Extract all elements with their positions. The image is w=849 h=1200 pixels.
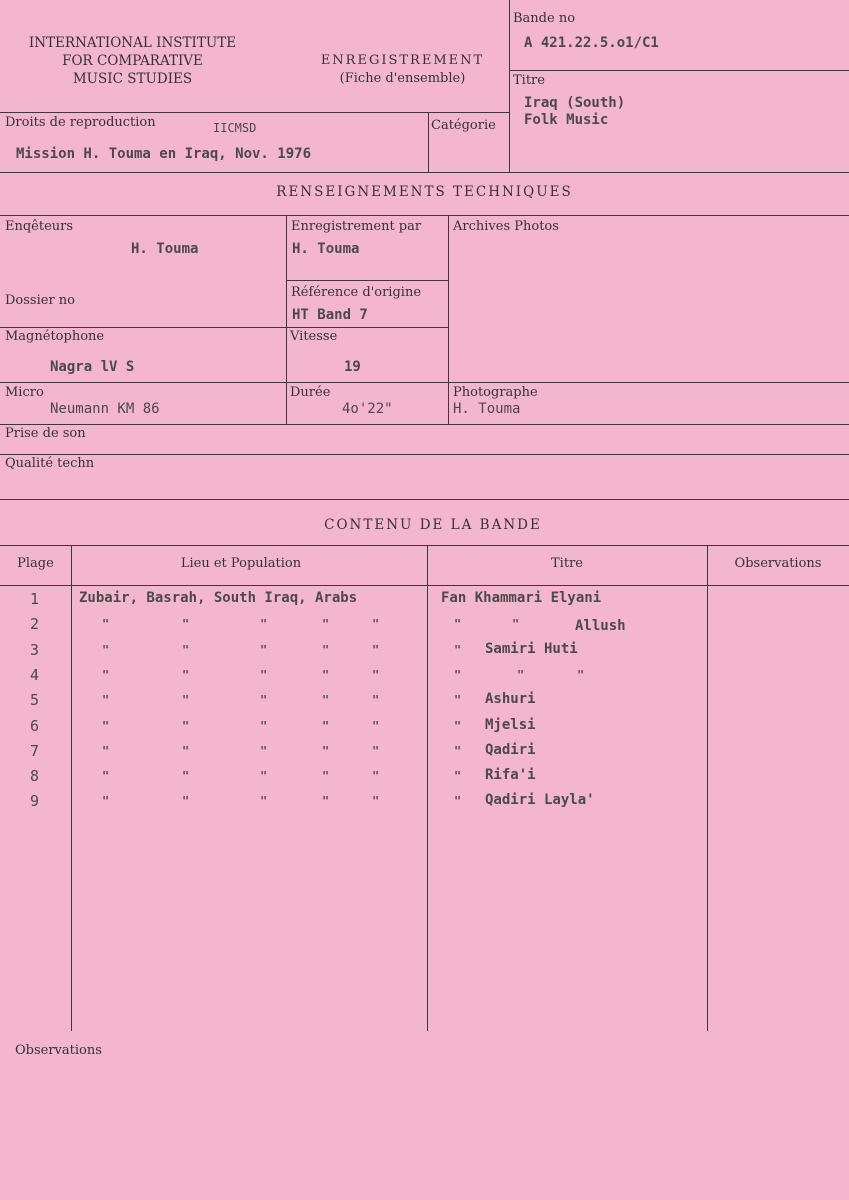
institute-line: INTERNATIONAL INSTITUTE [28, 35, 237, 51]
ditto-mark: " [454, 642, 462, 657]
ditto-mark: " [372, 642, 380, 657]
ditto-mark: " [322, 693, 330, 708]
duree-label: Durée [290, 385, 331, 400]
ditto-mark: " [454, 794, 462, 809]
titre-value-line: Folk Music [524, 112, 609, 128]
rule [0, 112, 509, 113]
ditto-mark: " [372, 743, 380, 758]
bande-value: A 421.22.5.o1/C1 [524, 35, 659, 51]
rule [509, 70, 849, 71]
rule [427, 545, 428, 1031]
titre-text: Samiri Huti [485, 640, 578, 657]
ditto-mark: " [454, 769, 462, 784]
ditto-mark: " [517, 667, 525, 682]
plage-number: 8 [30, 767, 40, 786]
rule [286, 215, 287, 424]
rule [0, 499, 849, 500]
rule [0, 545, 849, 546]
mission-text: Mission H. Touma en Iraq, Nov. 1976 [16, 146, 312, 162]
plage-number: 5 [30, 691, 40, 710]
prise-label: Prise de son [5, 426, 86, 441]
titre-text: Qadiri Layla' [485, 792, 595, 809]
ditto-mark: " [322, 769, 330, 784]
ditto-mark: " [372, 693, 380, 708]
ditto-mark: " [102, 718, 110, 733]
droits-value: IICMSD [213, 121, 257, 135]
titre-text: Fan Khammari Elyani [441, 590, 602, 606]
micro-label: Micro [5, 385, 44, 400]
col-header-plage: Plage [17, 556, 54, 571]
photographe-label: Photographe [453, 385, 538, 400]
rule [286, 280, 448, 281]
titre-text: Ashuri [485, 691, 536, 708]
rule [0, 172, 849, 173]
enqueteurs-value: H. Touma [131, 241, 199, 257]
rule [0, 382, 849, 383]
ditto-mark: " [182, 642, 190, 657]
ditto-mark: " [372, 794, 380, 809]
ditto-mark: " [260, 693, 268, 708]
rule [428, 112, 429, 172]
ditto-mark: " [260, 743, 268, 758]
ditto-mark: " [102, 794, 110, 809]
titre-value-line: Iraq (South) [524, 95, 626, 111]
titre-text: Allush [575, 618, 626, 635]
ditto-mark: " [102, 693, 110, 708]
ditto-mark: " [260, 769, 268, 784]
rule [509, 0, 510, 172]
col-header-observations: Observations [734, 556, 822, 571]
lieu-text: Zubair, Basrah, South Iraq, Arabs [79, 590, 358, 606]
form-title: ENREGISTREMENT [320, 53, 485, 68]
bande-label: Bande no [513, 11, 576, 26]
plage-number: 3 [30, 640, 40, 659]
plage-number: 4 [30, 665, 40, 684]
ditto-mark: " [260, 794, 268, 809]
ditto-mark: " [322, 718, 330, 733]
plage-number: 1 [30, 590, 40, 608]
micro-value: Neumann KM 86 [50, 401, 160, 417]
col-header-lieu: Lieu et Population [180, 556, 302, 571]
ditto-mark: " [372, 667, 380, 682]
ditto-mark: " [454, 743, 462, 758]
titre-text: Rifa'i [485, 767, 536, 784]
ditto-mark: " [260, 718, 268, 733]
ditto-mark: " [182, 667, 190, 682]
ditto-mark: " [182, 693, 190, 708]
titre-text: Mjelsi [485, 716, 536, 733]
rule [71, 545, 72, 1031]
ditto-mark: " [454, 617, 462, 632]
reference-value: HT Band 7 [292, 307, 368, 323]
ditto-mark: " [102, 769, 110, 784]
form-subtitle: (Fiche d'ensemble) [339, 71, 466, 86]
rule [0, 327, 448, 328]
ditto-mark: " [182, 743, 190, 758]
institute-name [0, 34, 265, 88]
institute-line: FOR COMPARATIVE [62, 53, 203, 69]
ditto-mark: " [322, 617, 330, 632]
ditto-mark: " [102, 642, 110, 657]
ditto-mark: " [454, 667, 462, 682]
rule [448, 215, 449, 424]
ditto-mark: " [260, 667, 268, 682]
plage-number: 9 [30, 792, 40, 811]
ditto-mark: " [102, 667, 110, 682]
archives-label: Archives Photos [453, 219, 559, 234]
droits-label: Droits de reproduction [5, 115, 156, 130]
ditto-mark: " [182, 769, 190, 784]
duree-value: 4o'22" [342, 401, 393, 417]
ditto-mark: " [454, 693, 462, 708]
titre-label: Titre [513, 73, 545, 88]
rule [0, 424, 849, 425]
dossier-label: Dossier no [5, 293, 75, 308]
ditto-mark: " [372, 769, 380, 784]
ditto-mark: " [322, 743, 330, 758]
qualite-label: Qualité techn [5, 456, 95, 471]
reference-label: Référence d'origine [291, 285, 422, 300]
ditto-mark: " [512, 617, 520, 632]
rule [707, 545, 708, 1031]
rule [0, 215, 849, 216]
ditto-mark: " [372, 718, 380, 733]
ditto-mark: " [260, 642, 268, 657]
magneto-label: Magnétophone [5, 329, 105, 344]
vitesse-value: 19 [344, 359, 361, 375]
ditto-mark: " [182, 617, 190, 632]
observations-label: Observations [15, 1043, 102, 1058]
ditto-mark: " [182, 718, 190, 733]
categorie-label: Catégorie [431, 118, 496, 133]
ditto-mark: " [454, 718, 462, 733]
col-header-titre: Titre [551, 556, 583, 571]
ditto-mark: " [577, 667, 585, 682]
rule [0, 454, 849, 455]
ditto-mark: " [322, 794, 330, 809]
enregistrement-value: H. Touma [292, 241, 360, 257]
ditto-mark: " [182, 794, 190, 809]
ditto-mark: " [102, 617, 110, 632]
content-heading: CONTENU DE LA BANDE [324, 517, 542, 533]
magneto-value: Nagra lV S [50, 359, 135, 375]
enqueteurs-label: Enqêteurs [5, 219, 74, 234]
photographe-value: H. Touma [453, 401, 521, 417]
ditto-mark: " [372, 617, 380, 632]
rule [0, 585, 849, 586]
ditto-mark: " [102, 743, 110, 758]
ditto-mark: " [260, 617, 268, 632]
titre-text: Qadiri [485, 741, 536, 758]
enregistrement-label: Enregistrement par [291, 219, 422, 234]
vitesse-label: Vitesse [290, 329, 338, 344]
ditto-mark: " [322, 667, 330, 682]
plage-number: 7 [30, 741, 40, 760]
ditto-mark: " [322, 642, 330, 657]
technical-heading: RENSEIGNEMENTS TECHNIQUES [276, 184, 573, 200]
plage-number: 6 [30, 716, 40, 735]
plage-number: 2 [30, 615, 40, 634]
institute-line: MUSIC STUDIES [72, 71, 193, 87]
